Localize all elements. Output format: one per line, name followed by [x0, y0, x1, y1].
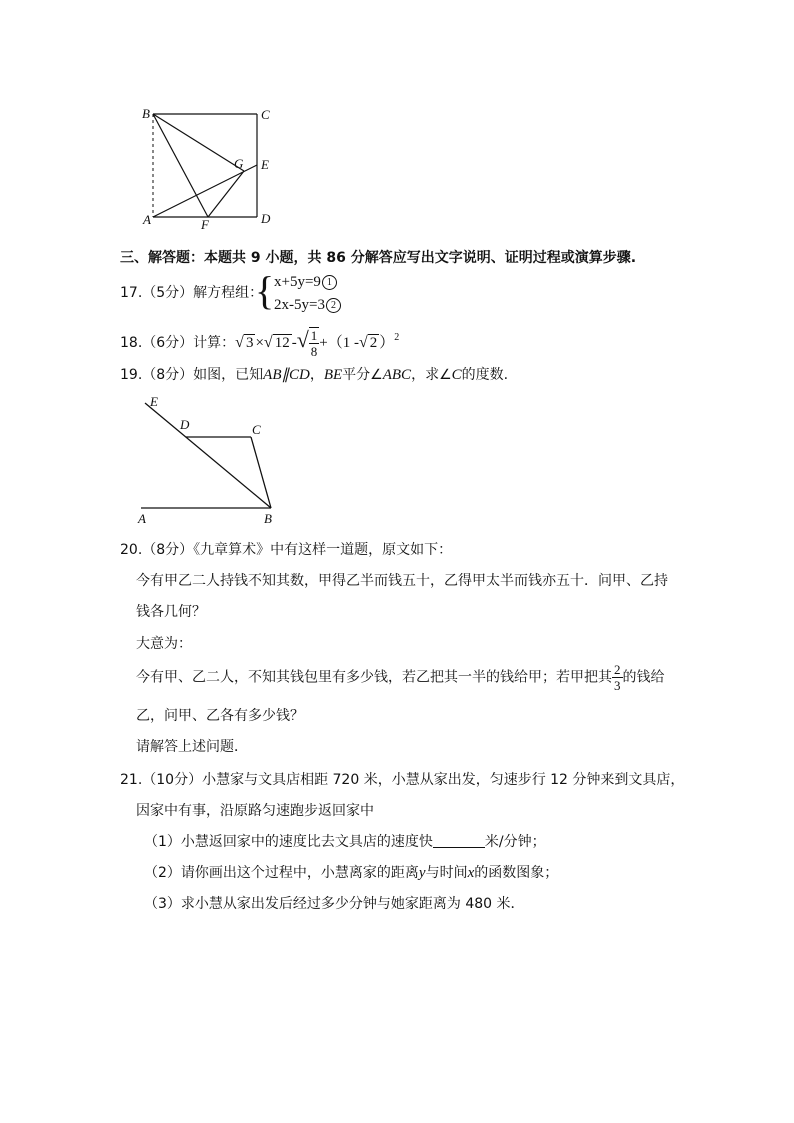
label-e: E [150, 394, 158, 409]
figure-square [138, 104, 278, 230]
q17-prefix: 17.（5分）解方程组： [120, 285, 264, 301]
q21-var-y: y [418, 865, 426, 881]
segment-fg [208, 171, 244, 217]
q20-line-2: 今有甲乙二人持钱不知其数，甲得乙半而钱五十，乙得甲太半而钱亦五十．问甲、乙持 [136, 573, 668, 589]
segment-ae [153, 165, 257, 217]
q18-plus: +（1 - [319, 335, 359, 351]
segment-cb [251, 437, 271, 508]
q19-mid2: 平分∠ [342, 367, 383, 383]
label-c: C [261, 107, 270, 122]
q18-fraction [309, 327, 320, 359]
q17-brace: { [255, 268, 275, 313]
q20-line-6: 乙，问甲、乙各有多少钱？ [136, 708, 304, 724]
q18-radicand-3: 2 [369, 335, 378, 351]
label-f: F [201, 217, 209, 230]
q18-line [120, 324, 399, 359]
radical-sign: √ [235, 334, 244, 351]
q21-sub-1-post: 米/分钟； [484, 834, 546, 850]
label-a: A [143, 212, 151, 227]
q18-radicand-2: 12 [274, 335, 290, 351]
q21-sub-2-post: 的函数图象； [474, 865, 559, 881]
q20-line-5-pre: 今有甲、乙二人，不知其钱包里有多少钱，若乙把其一半的钱给甲；若甲把其 [136, 669, 612, 686]
q19-prefix: 19.（8分）如图，已知 [120, 367, 264, 383]
q20-line-5 [136, 662, 665, 693]
q21-sub-2 [144, 863, 558, 883]
radical-sign: √ [263, 334, 273, 351]
label-c: C [252, 422, 261, 437]
q20-line-5-post: 的钱给 [622, 669, 665, 686]
label-g: G [234, 156, 244, 171]
q21-sub-2-mid: 与时间 [425, 865, 468, 881]
q18-radicand-1: 3 [245, 335, 254, 351]
q19-be: BE [323, 367, 343, 383]
label-a: A [138, 511, 146, 526]
q21-var-x: x [467, 865, 475, 881]
q21-sub-1 [144, 832, 546, 852]
label-b: B [264, 511, 272, 526]
q17-eq1-text: x+5y=9 [274, 274, 321, 290]
q19-suffix: 的度数. [461, 367, 509, 383]
q20-line-7: 请解答上述问题． [136, 739, 248, 755]
circled-number-1: 1 [322, 275, 337, 290]
q18-minus: - [291, 335, 297, 351]
q18-power: 2 [394, 332, 400, 343]
label-b: B [142, 106, 150, 121]
q19-c: C [451, 367, 462, 383]
segment-bg [153, 114, 244, 171]
q21-sub-2-pre: （2）请你画出这个过程中，小慧离家的距离 [144, 865, 419, 881]
figure-parallel-lines [134, 392, 284, 528]
radical-sign: √ [296, 327, 309, 352]
q18-close: ） [379, 335, 395, 351]
label-d: D [261, 211, 271, 226]
q19-abc: ABC [382, 367, 412, 383]
q18-times: × [255, 335, 264, 351]
q18-prefix: 18.（6分）计算： [120, 335, 236, 351]
q19-ab-cd: AB∥CD [263, 367, 310, 383]
q19-line [120, 365, 508, 385]
q20-fraction [612, 662, 623, 693]
q18-frac-den: 8 [310, 344, 318, 359]
section-heading: 三、解答题：本题共 9 小题，共 86 分解答应写出文字说明、证明过程或演算步骤. [120, 250, 637, 266]
label-d: D [180, 417, 190, 432]
segment-eb [145, 403, 271, 508]
circled-number-2: 2 [326, 298, 341, 313]
q20-frac-num: 2 [614, 662, 621, 677]
q19-mid1: ， [309, 367, 324, 383]
q20-line-4: 大意为： [136, 636, 192, 652]
radical-sign: √ [359, 334, 368, 351]
q21-line-1: 21.（10分）小慧家与文具店相距 720 米，小慧从家出发，匀速步行 12 分钟来到文具店， [120, 772, 685, 788]
q21-line-2: 因家中有事，沿原路匀速跑步返回家中 [136, 803, 374, 819]
q17-eq2 [274, 295, 341, 315]
q20-line-1: 20.（8分）《九章算术》中有这样一道题，原文如下： [120, 542, 453, 558]
label-e: E [261, 157, 269, 172]
q21-sub-1-pre: （1）小慧返回家中的速度比去文具店的速度快 [144, 834, 433, 850]
q18-frac-num: 1 [310, 328, 318, 343]
q20-line-3: 钱各几何？ [136, 604, 206, 620]
segment-bf [153, 114, 208, 217]
answer-blank[interactable] [433, 833, 485, 848]
q21-sub-3: （3）求小慧从家出发后经过多少分钟与她家距离为 480 米． [144, 896, 525, 912]
q17-eq1 [274, 272, 337, 292]
q20-frac-den: 3 [614, 678, 621, 693]
q19-mid3: ，求∠ [411, 367, 452, 383]
q17-eq2-text: 2x-5y=3 [274, 297, 325, 313]
